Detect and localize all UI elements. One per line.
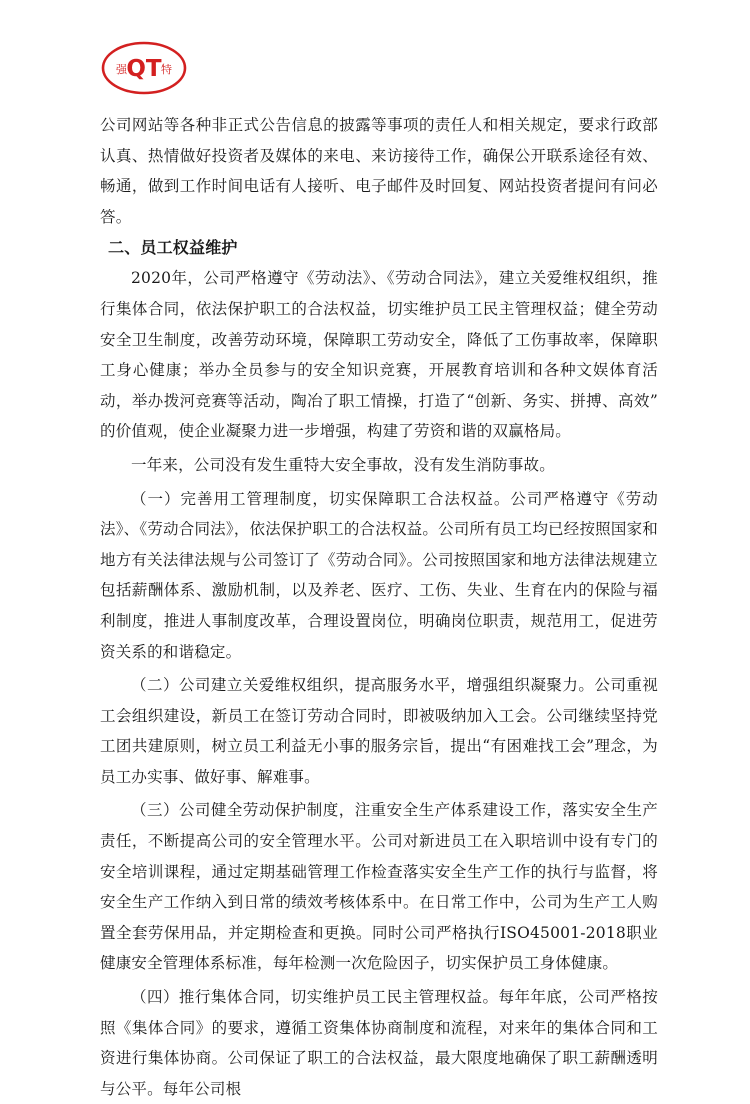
document-body — [100, 110, 658, 1104]
section-heading: 二、员工权益维护 — [108, 238, 238, 258]
paragraph-safety-record: 一年来，公司没有发生重特大安全事故，没有发生消防事故。 — [131, 455, 555, 474]
paragraph-labor-protection: （三）公司健全劳动保护制度，注重安全生产体系建设工作，落实安全生产责任，不断提高公司的安全管理水平。公司对新进员工在入职培训中设有专门的安全培训课程，通过定期基础管理工作检查落实安全生产工作的执行与监督，将安全生产工作纳入到日常的绩效考核体系中。在日常工作中，公司为生产工人购置全套劳保用品，并定期检查和更换。同时公司严格执行ISO45001-2018职业健康安全管理体系标准，每年检测一次危险因子，切实保护员工身体健康。 — [100, 801, 658, 973]
company-logo — [101, 40, 187, 96]
paragraph-employment-system: （一）完善用工管理制度，切实保障职工合法权益。公司严格遵守《劳动法》、《劳动合同法》，依法保护职工的合法权益。公司所有员工均已经按照国家和地方有关法律法规与公司签订了《劳动合同》。公司按照国家和地方法律法规建立包括薪酬体系、激励机制，以及养老、医疗、工伤、失业、生育在内的保险与福利制度，推进人事制度改革，合理设置岗位，明确岗位职责，规范用工，促进劳资关系的和谐稳定。 — [100, 489, 658, 661]
logo-right-char: 特 — [161, 63, 172, 76]
logo-left-char: 强 — [116, 63, 127, 76]
logo-main-text: QT — [126, 56, 162, 82]
paragraph-overview: 2020年，公司严格遵守《劳动法》、《劳动合同法》，建立关爱维权组织，推行集体合同，依法保护职工的合法权益，切实维护员工民主管理权益；健全劳动安全卫生制度，改善劳动环境，保障职工劳动安全，降低了工伤事故率，保障职工身心健康；举办全员参与的安全知识竞赛，开展教育培训和各种文娱体育活动，举办拨河竞赛等活动，陶冶了职工情操，打造了“创新、务实、拼搏、高效” 的价值观，使企业凝聚力进一步增强，构建了劳资和谐的双赢格局。 — [100, 269, 658, 441]
paragraph-union-organization: （二）公司建立关爱维权组织，提高服务水平，增强组织凝聚力。公司重视工会组织建设，新员工在签订劳动合同时，即被吸纳加入工会。公司继续坚持党工团共建原则，树立员工利益无小事的服务宗旨，提出“有困难找工会”理念，为员工办实事、做好事、解难事。 — [100, 676, 658, 786]
paragraph-collective-contract: （四）推行集体合同，切实维护员工民主管理权益。每年年底，公司严格按照《集体合同》的要求，遵循工资集体协商制度和流程，对来年的集体合同和工资进行集体协商。公司保证了职工的合法权益，最大限度地确保了职工薪酬透明与公平。每年公司根 — [100, 988, 658, 1098]
intro-paragraph-tail: 公司网站等各种非正式公告信息的披露等事项的责任人和相关规定，要求行政部认真、热情做好投资者及媒体的来电、来访接待工作，确保公开联系途径有效、畅通，做到工作时间电话有人接听、电子邮件及时回复、网站投资者提问有问必答。 — [100, 116, 658, 226]
